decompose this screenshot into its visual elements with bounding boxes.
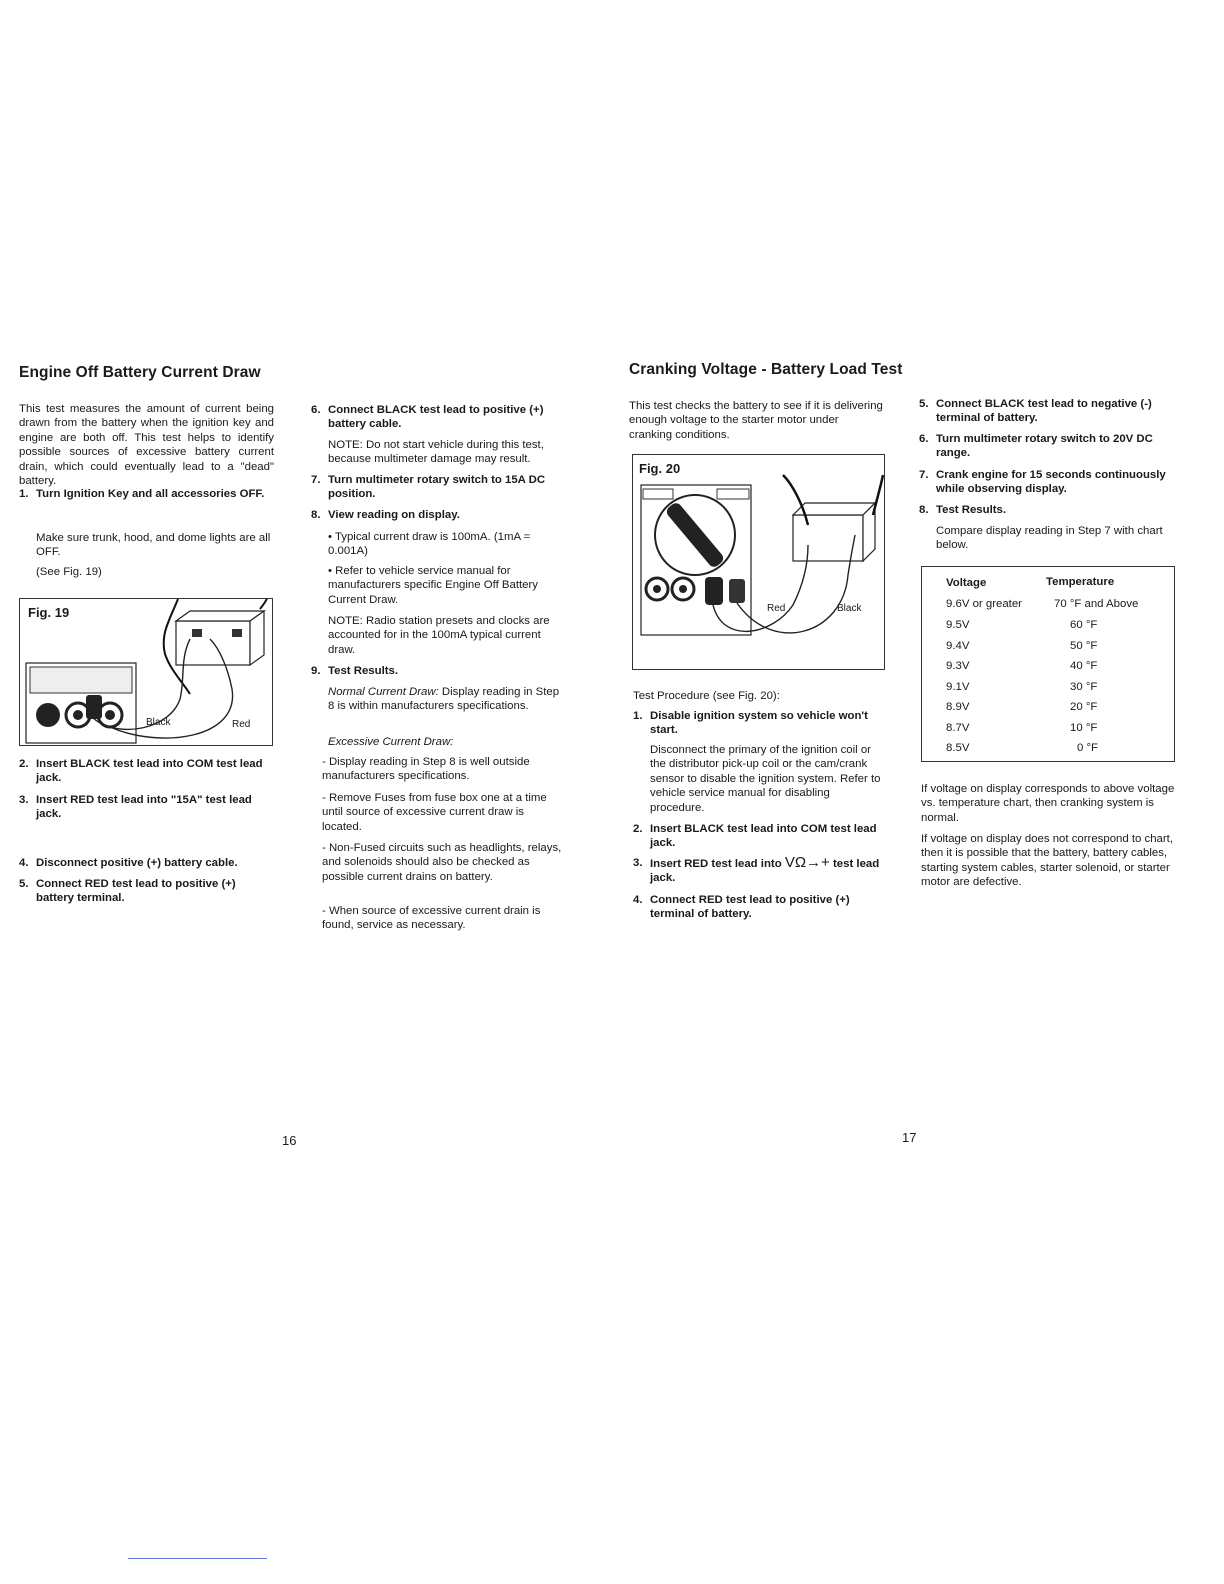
step-number: 3. [19, 794, 29, 806]
multimeter-battery-diagram [633, 455, 884, 669]
table-row-temp: 10 °F [1070, 722, 1098, 734]
left-intro: This test measures the amount of current being drawn from the battery when the ignition key and engine are both off. This test helps to identify possible sources of excessive battery current drain, which could eventually lead to a "dead" battery. [19, 403, 274, 488]
table-row-temp: 50 °F [1070, 640, 1098, 652]
temperature-header: Temperature [1046, 576, 1115, 588]
left-excessive-2: - Remove Fuses from fuse box one at a time until source of excessive current draw is located. [322, 792, 547, 833]
black-lead-label: Black [146, 717, 171, 728]
step-number: 4. [19, 857, 29, 869]
step-text: Connect BLACK test lead to negative (-) terminal of battery. [936, 398, 1152, 425]
table-row-voltage: 8.5V [946, 742, 970, 754]
table-row-voltage: 9.4V [946, 640, 970, 652]
normal-draw-label: Normal Current Draw: [328, 686, 439, 698]
step-number: 4. [633, 894, 643, 906]
left-step-2 [19, 757, 274, 786]
voltage-header: Voltage [946, 577, 987, 589]
table-row-temp: 40 °F [1070, 660, 1098, 672]
left-page-number: 16 [282, 1133, 297, 1148]
right-step1-note: Disconnect the primary of the ignition coil or the distributor pick-up coil or the cam/crank sensor to disable the ignition system. Refer to vehicle service manual for disabling procedure. [650, 744, 881, 814]
step-number: 7. [919, 469, 929, 481]
scan-artifact-rule [128, 1558, 267, 1559]
left-step8-bullet1: • Typical current draw is 100mA. (1mA = 0.001A) [328, 531, 531, 558]
right-page-number: 17 [902, 1130, 917, 1145]
step-text: Insert BLACK test lead into COM test lead jack. [36, 758, 263, 785]
table-row-temp: 30 °F [1070, 681, 1098, 693]
figure-label: Fig. 19 [28, 605, 70, 620]
left-step-7 [311, 473, 566, 502]
voltage-temperature-table [921, 566, 1175, 762]
step-text: Connect RED test lead to positive (+) terminal of battery. [650, 894, 850, 921]
right-intro: This test checks the battery to see if it is delivering enough voltage to the starter motor under cranking conditions. [629, 400, 883, 441]
volt-ohm-diode-symbol: VΩ→+ [784, 854, 830, 871]
right-test-procedure: Test Procedure (see Fig. 20): [633, 690, 780, 702]
table-row-voltage: 9.5V [946, 619, 970, 631]
step-text: Crank engine for 15 seconds continuously while observing display. [936, 469, 1166, 496]
black-lead-label: Black [837, 603, 862, 614]
left-step8-bullet2: • Refer to vehicle service manual for manufacturers specific Engine Off Battery Current Draw. [328, 565, 538, 606]
right-step-4 [633, 893, 885, 922]
step-number: 8. [919, 504, 929, 516]
step-number: 5. [919, 398, 929, 410]
figure-20 [632, 454, 885, 670]
table-row-voltage: 8.7V [946, 722, 970, 734]
right-step-7 [919, 468, 1177, 497]
step-number: 1. [19, 488, 29, 500]
step-text: Insert RED test lead into [650, 858, 785, 870]
figure-label: Fig. 20 [639, 461, 681, 476]
right-step-5 [919, 397, 1177, 426]
left-page-title: Engine Off Battery Current Draw [19, 364, 261, 381]
left-step-6 [311, 403, 566, 432]
step-number: 7. [311, 474, 321, 486]
right-step-3 [633, 856, 885, 886]
left-excessive-1: - Display reading in Step 8 is well outside manufacturers specifications. [322, 756, 530, 783]
right-page-title: Cranking Voltage - Battery Load Test [629, 361, 903, 378]
right-step-2 [633, 822, 885, 851]
figure-19 [19, 598, 273, 746]
step-text: Turn Ignition Key and all accessories OFF. [36, 488, 265, 500]
left-step6-note: NOTE: Do not start vehicle during this test, because multimeter damage may result. [328, 439, 544, 466]
step-number: 3. [633, 857, 643, 869]
step-text: Test Results. [328, 665, 399, 677]
step-text: Insert BLACK test lead into COM test lead jack. [650, 823, 877, 850]
step-number: 6. [919, 433, 929, 445]
normal-draw-text: Display reading in Step 8 is within manufacturers specifications. [328, 686, 560, 713]
red-lead-label: Red [767, 603, 786, 614]
step-number: 2. [19, 758, 29, 770]
right-result-normal: If voltage on display corresponds to above voltage vs. temperature chart, then cranking system is normal. [921, 783, 1175, 824]
left-excessive-3: - Non-Fused circuits such as headlights, relays, and solenoids should also be checked as possible current drains on battery. [322, 842, 562, 883]
left-step-8 [311, 508, 566, 522]
step-number: 2. [633, 823, 643, 835]
step-text: Connect BLACK test lead to positive (+) battery cable. [328, 404, 544, 431]
table-row-temp: 60 °F [1070, 619, 1098, 631]
step-number: 1. [633, 710, 643, 722]
step-text: Disable ignition system so vehicle won't start. [650, 710, 868, 737]
left-step1-note: Make sure trunk, hood, and dome lights are all OFF. [36, 532, 271, 559]
table-row-temp: 70 °F and Above [1054, 598, 1139, 610]
left-step-5 [19, 877, 274, 906]
left-excessive-label: Excessive Current Draw: [328, 736, 454, 748]
step-text: Turn multimeter rotary switch to 20V DC range. [936, 433, 1153, 460]
left-excessive-4: - When source of excessive current drain is found, service as necessary. [322, 905, 541, 932]
step-text: Disconnect positive (+) battery cable. [36, 857, 238, 869]
step-text: Turn multimeter rotary switch to 15A DC position. [328, 474, 546, 501]
step-text: test lead jack. [650, 858, 880, 885]
red-lead-label: Red [232, 719, 251, 730]
table-row-voltage: 8.9V [946, 701, 970, 713]
step-text: Connect RED test lead to positive (+) battery terminal. [36, 878, 236, 905]
step-number: 5. [19, 878, 29, 890]
right-step-6 [919, 432, 1177, 461]
left-normal-draw [328, 685, 566, 714]
table-row-voltage: 9.6V or greater [946, 598, 1022, 610]
left-step-4 [19, 856, 274, 870]
left-step-1 [19, 487, 274, 501]
table-row-temp: 0 °F [1077, 742, 1099, 754]
step-number: 6. [311, 404, 321, 416]
left-step-3 [19, 793, 274, 822]
right-step-1 [633, 709, 885, 738]
right-step8-note: Compare display reading in Step 7 with chart below. [936, 525, 1163, 552]
step-number: 9. [311, 665, 321, 677]
right-step-8 [919, 503, 1177, 517]
step-text: Insert RED test lead into "15A" test lead jack. [36, 794, 252, 821]
left-step8-note: NOTE: Radio station presets and clocks are accounted for in the 100mA typical current draw. [328, 615, 550, 656]
left-step-9 [311, 664, 566, 678]
table-row-voltage: 9.3V [946, 660, 970, 672]
step-number: 8. [311, 509, 321, 521]
table-row-temp: 20 °F [1070, 701, 1098, 713]
step-text: Test Results. [936, 504, 1007, 516]
right-result-defective: If voltage on display does not correspond to chart, then it is possible that the battery, battery cables, starting system cables, starter solenoid, or starter motor are defective. [921, 833, 1174, 889]
left-step1-see: (See Fig. 19) [36, 566, 102, 578]
step-text: View reading on display. [328, 509, 460, 521]
table-row-voltage: 9.1V [946, 681, 970, 693]
